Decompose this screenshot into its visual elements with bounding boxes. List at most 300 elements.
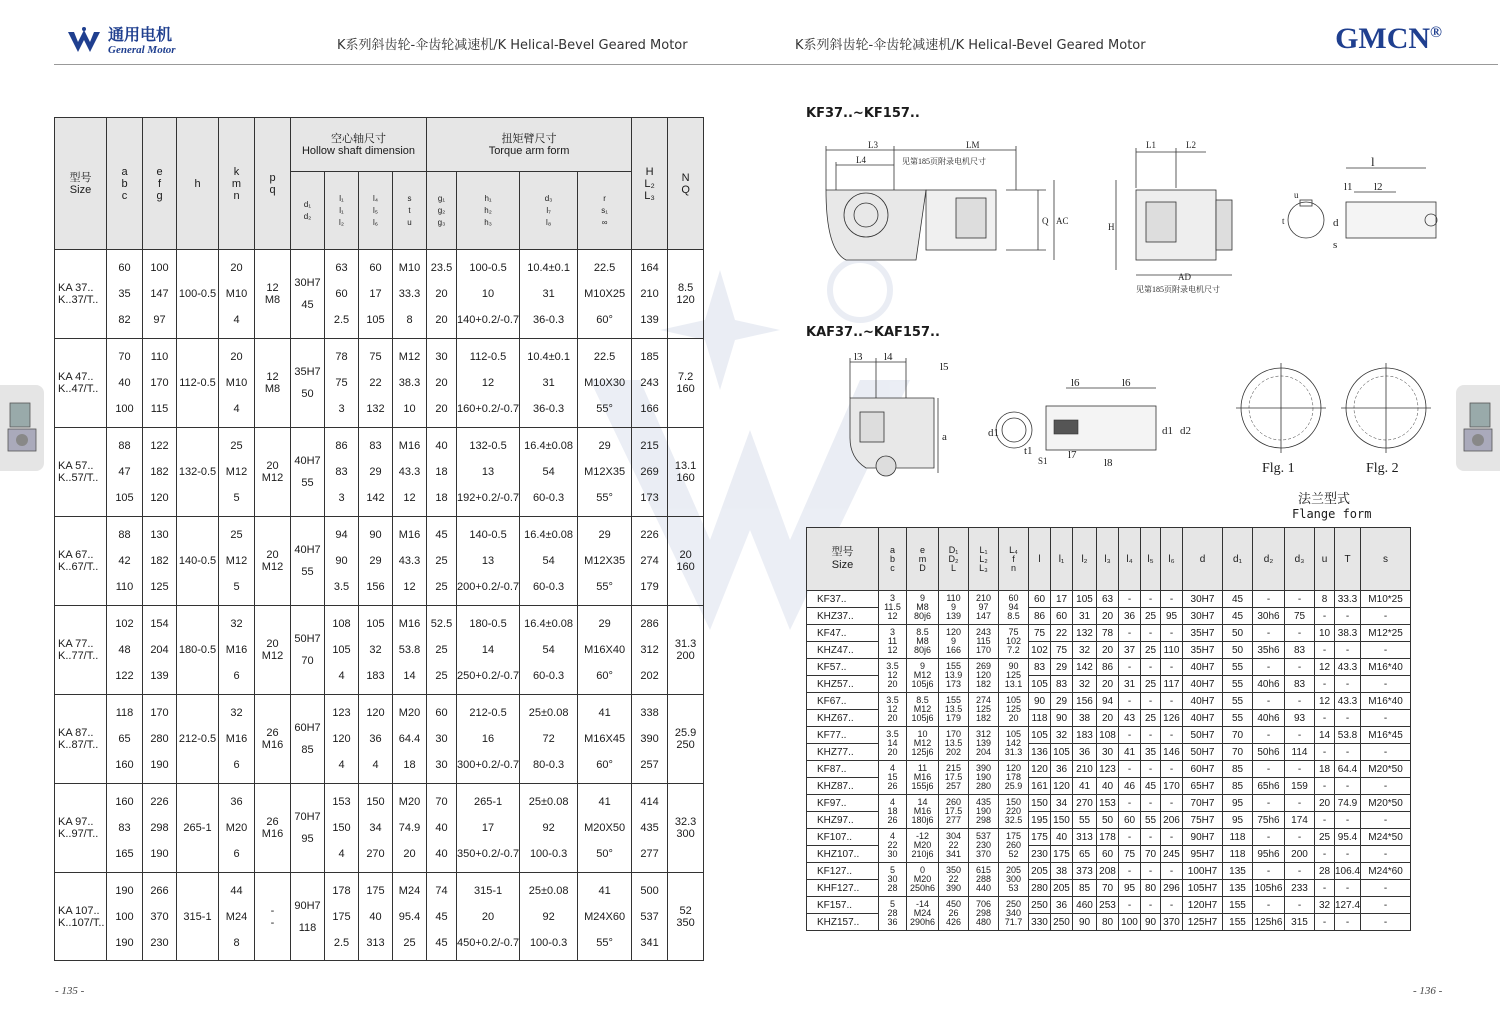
table-cell-r: 22.5 M10X30 55° [578, 339, 632, 428]
kf-cell: 32 [1315, 897, 1335, 914]
kf-cell: 75h6 [1253, 812, 1285, 829]
svg-text:s: s [1333, 239, 1338, 251]
kf-header-col: l₃ [1097, 528, 1119, 591]
kf-cell: - [1285, 625, 1315, 642]
header-torque-arm: 扭矩臂尺寸 Torque arm form [427, 118, 632, 172]
kf-cell: 40h6 [1253, 676, 1285, 693]
table-cell-size: KA 107.. K..107/T.. [55, 873, 107, 961]
table-cell-pq: 26 M16 [255, 784, 291, 873]
kf-cell: 118 [1029, 710, 1051, 727]
table-cell-pq: - - [255, 873, 291, 961]
kf-cell: M24*60 [1361, 863, 1411, 880]
kf-cell: - [1141, 693, 1161, 710]
kf-cell: 90 [1029, 693, 1051, 710]
svg-text:l3: l3 [854, 351, 863, 363]
table-cell-l: 63 60 2.5 [325, 250, 359, 339]
kf-cell: - [1141, 727, 1161, 744]
kf-cell: 55 [1141, 812, 1161, 829]
kf-cell: 20 [1097, 642, 1119, 659]
header-d: d₁ d₂ [291, 172, 325, 250]
kf-cell: 127.4 [1335, 897, 1361, 914]
table-row [807, 693, 1411, 710]
kf-cell-emd: 9 M12 105j6 [907, 659, 939, 693]
kf-cell-ll: 210 97 147 [969, 591, 999, 625]
kf-cell: 36 [1119, 608, 1141, 625]
kf-cell: 40H7 [1183, 676, 1223, 693]
kf-cell: 370 [1161, 914, 1183, 931]
header-r: r s₁ ∞ [578, 172, 632, 250]
kf-header-col: d₃ [1285, 528, 1315, 591]
kf-cell: 12 [1315, 659, 1335, 676]
table-cell-stu: M10 33.3 8 [393, 250, 427, 339]
kf-cell: 43.3 [1335, 693, 1361, 710]
kf-cell: 83 [1051, 676, 1073, 693]
kf-cell: 32 [1073, 676, 1097, 693]
kf-cell: 153 [1097, 795, 1119, 812]
kf-size-cell: KF37.. [807, 591, 879, 608]
header-hollow-shaft: 空心轴尺寸 Hollow shaft dimension [291, 118, 427, 172]
motor-note: 见第185页附录电机尺寸 [902, 157, 986, 166]
kf-header-col: l₁ [1051, 528, 1073, 591]
kf-cell: - [1335, 608, 1361, 625]
kf-cell: 132 [1073, 625, 1097, 642]
kf-cell: 95 [1223, 812, 1253, 829]
kf-cell: - [1315, 778, 1335, 795]
kf-cell: 29 [1051, 659, 1073, 676]
kf-cell: 155 [1223, 914, 1253, 931]
header-hh: h₁ h₂ h₃ [457, 172, 520, 250]
kf-cell: 32 [1051, 727, 1073, 744]
kf-cell-dd: 155 13.5 179 [939, 693, 969, 727]
kf-cell-emd: 0 M20 250h6 [907, 863, 939, 897]
table-row [55, 873, 704, 961]
table-cell-abc: 190 100 190 [107, 873, 143, 961]
table-cell-size: KA 97.. K..97/T.. [55, 784, 107, 873]
svg-text:d2: d2 [1180, 425, 1191, 437]
kf-cell: 102 [1029, 642, 1051, 659]
kf-cell-ll: 269 120 182 [969, 659, 999, 693]
table-cell-kmn: 32 M16 6 [219, 606, 255, 695]
table-cell-d: 40H7 55 [291, 517, 325, 606]
table-cell-size: KA 37.. K..37/T.. [55, 250, 107, 339]
table-cell-kmn: 32 M16 6 [219, 695, 255, 784]
table-cell-hh: 212-0.5 16 300+0.2/-0.7 [457, 695, 520, 784]
kf-cell-abc: 3.5 12 20 [879, 693, 907, 727]
kf-cell: 90 [1073, 914, 1097, 931]
kf-cell-ll: 435 190 298 [969, 795, 999, 829]
header-pq: p q [255, 118, 291, 250]
kf-cell: 135 [1223, 880, 1253, 897]
kf-cell: 36 [1051, 761, 1073, 778]
table-cell-kmn: 36 M20 6 [219, 784, 255, 873]
kf-header-col: T [1335, 528, 1361, 591]
kf-cell: 55 [1223, 676, 1253, 693]
logo-en: General Motor [108, 43, 176, 56]
kf-cell: - [1285, 591, 1315, 608]
kf-cell: 25 [1141, 710, 1161, 727]
table-cell-stu: M20 64.4 18 [393, 695, 427, 784]
table-cell-l4: 60 17 105 [359, 250, 393, 339]
table-cell-g: 45 25 25 [427, 517, 457, 606]
kf-cell: - [1361, 778, 1411, 795]
table-cell-l: 178 175 2.5 [325, 873, 359, 961]
header-abc: a b c [107, 118, 143, 250]
kf-cell: 75 [1029, 625, 1051, 642]
kf-cell-lfn: 105 142 31.3 [999, 727, 1029, 761]
table-cell-pq: 26 M16 [255, 695, 291, 784]
kf-cell: 142 [1073, 659, 1097, 676]
kf-cell-abc: 4 15 26 [879, 761, 907, 795]
kf-cell: - [1285, 761, 1315, 778]
kf-cell: 330 [1029, 914, 1051, 931]
kf-cell-dd: 304 22 341 [939, 829, 969, 863]
kf-cell-lfn: 205 300 53 [999, 863, 1029, 897]
kf-cell: 63 [1097, 591, 1119, 608]
kf-cell: M16*40 [1361, 659, 1411, 676]
kf-cell: 45 [1141, 778, 1161, 795]
svg-text:l1: l1 [1344, 181, 1353, 193]
kf-cell: - [1315, 642, 1335, 659]
kf-cell: - [1161, 829, 1183, 846]
kf-cell: - [1141, 863, 1161, 880]
table-cell-nq: 25.9 250 [668, 695, 704, 784]
kf-cell: - [1253, 829, 1285, 846]
kf-cell: - [1335, 880, 1361, 897]
kf-cell: 83 [1029, 659, 1051, 676]
kf-cell: 125H7 [1183, 914, 1223, 931]
kf-cell: 35H7 [1183, 625, 1223, 642]
kf-cell: 296 [1161, 880, 1183, 897]
table-cell-d3: 10.4±0.1 31 36-0.3 [520, 339, 578, 428]
table-cell-hl: 185 243 166 [632, 339, 668, 428]
kf-cell-lfn: 175 260 52 [999, 829, 1029, 863]
kf-cell: - [1285, 693, 1315, 710]
kf-cell: - [1361, 676, 1411, 693]
kf-cell: - [1253, 625, 1285, 642]
svg-text:l6: l6 [1071, 377, 1080, 389]
header-size: 型号 Size [55, 118, 107, 250]
table-cell-kmn: 20 M10 4 [219, 250, 255, 339]
header-g: g₁ g₂ g₃ [427, 172, 457, 250]
kf-cell: - [1161, 863, 1183, 880]
kf-cell: - [1119, 897, 1141, 914]
kf-cell: 20 [1097, 676, 1119, 693]
flange-form-cn: 法兰型式 [1298, 492, 1351, 507]
kf-cell-dd: 170 13.5 202 [939, 727, 969, 761]
kf-cell-emd: 8.5 M12 105j6 [907, 693, 939, 727]
kf-cell: 161 [1029, 778, 1051, 795]
kf-cell: - [1119, 795, 1141, 812]
kf-cell-abc: 5 30 28 [879, 863, 907, 897]
kf-cell: 36 [1051, 897, 1073, 914]
table-cell-stu: M24 95.4 25 [393, 873, 427, 961]
kf-header-col: d₁ [1223, 528, 1253, 591]
kf-cell: 28 [1315, 863, 1335, 880]
table-cell-abc: 118 65 160 [107, 695, 143, 784]
kf-cell: - [1119, 693, 1141, 710]
table-cell-d3: 16.4±0.08 54 60-0.3 [520, 428, 578, 517]
svg-text:t1: t1 [1024, 445, 1033, 457]
kf-cell: 136 [1029, 744, 1051, 761]
kf-cell: 35 [1141, 744, 1161, 761]
kf-cell: 36 [1073, 744, 1097, 761]
kf-cell: 45 [1223, 608, 1253, 625]
kf-cell: 125h6 [1253, 914, 1285, 931]
kf-cell-ll: 537 230 370 [969, 829, 999, 863]
kf-cell: - [1335, 676, 1361, 693]
kf-cell: 83 [1285, 642, 1315, 659]
kf-cell: 105 [1051, 744, 1073, 761]
kf-cell: 105H7 [1183, 880, 1223, 897]
kf-cell: - [1315, 710, 1335, 727]
svg-text:d1: d1 [988, 427, 999, 439]
table-cell-h: 112-0.5 [177, 339, 219, 428]
kf-cell: 50 [1223, 625, 1253, 642]
svg-text:l4: l4 [884, 351, 893, 363]
kf-header-col: l₂ [1073, 528, 1097, 591]
kf-cell: 60 [1029, 591, 1051, 608]
table-cell-nq: 8.5 120 [668, 250, 704, 339]
kf-cell: 95H7 [1183, 846, 1223, 863]
kf-cell: - [1361, 744, 1411, 761]
kf-cell: 313 [1073, 829, 1097, 846]
table-row [55, 784, 704, 873]
kf-cell: 120 [1051, 778, 1073, 795]
table-cell-kmn: 25 M12 5 [219, 517, 255, 606]
kf-cell: 155 [1223, 897, 1253, 914]
table-cell-hl: 338 390 257 [632, 695, 668, 784]
kf-cell: - [1335, 846, 1361, 863]
kf-cell: 105 [1029, 727, 1051, 744]
kf-cell: M10*25 [1361, 591, 1411, 608]
kf-cell-abc: 4 22 30 [879, 829, 907, 863]
table-row [55, 606, 704, 695]
kf-cell: 208 [1097, 863, 1119, 880]
table-cell-r: 41 M24X60 55° [578, 873, 632, 961]
table-cell-hl: 226 274 179 [632, 517, 668, 606]
kf-cell: - [1335, 812, 1361, 829]
kf-cell-ll: 706 298 480 [969, 897, 999, 931]
kf-cell: 74.9 [1335, 795, 1361, 812]
kf-cell: 14 [1315, 727, 1335, 744]
kf-cell-abc: 3.5 14 20 [879, 727, 907, 761]
kf-cell: 95 [1119, 880, 1141, 897]
table-cell-efg: 130 182 125 [143, 517, 177, 606]
header-l: l₁ l₁ l₂ [325, 172, 359, 250]
kf-cell: M16*45 [1361, 727, 1411, 744]
kf-cell: 105 [1029, 676, 1051, 693]
kf-cell: 117 [1161, 676, 1183, 693]
kf-cell: 108 [1097, 727, 1119, 744]
table-cell-g: 60 30 30 [427, 695, 457, 784]
table-cell-g: 30 20 20 [427, 339, 457, 428]
kf-cell: 105h6 [1253, 880, 1285, 897]
kf-cell: 75 [1051, 642, 1073, 659]
svg-text:L3: L3 [868, 140, 878, 150]
header-d3: d₃ l₇ l₈ [520, 172, 578, 250]
kf-cell: 253 [1097, 897, 1119, 914]
kf-cell: 65 [1073, 846, 1097, 863]
kf-cell: 100H7 [1183, 863, 1223, 880]
kf-cell: 38 [1051, 863, 1073, 880]
flange-form-en: Flange form [1292, 507, 1372, 521]
kaf-drawing [806, 348, 1446, 478]
kf-dimension-table [806, 527, 1411, 931]
table-row [807, 625, 1411, 642]
kf-cell: - [1161, 727, 1183, 744]
kf-cell: - [1361, 642, 1411, 659]
svg-text:L1: L1 [1146, 140, 1156, 150]
fig1-label: Flg. 1 [1262, 461, 1295, 476]
table-cell-d3: 10.4±0.1 31 36-0.3 [520, 250, 578, 339]
kf-cell: 31 [1119, 676, 1141, 693]
kf-cell-emd: 11 M16 155j6 [907, 761, 939, 795]
kf-cell: 270 [1073, 795, 1097, 812]
kf-cell: - [1253, 795, 1285, 812]
table-cell-kmn: 20 M10 4 [219, 339, 255, 428]
kf-cell: - [1285, 897, 1315, 914]
table-cell-r: 41 M20X50 50° [578, 784, 632, 873]
kf-cell-lfn: 150 220 32.5 [999, 795, 1029, 829]
kf-cell: - [1253, 693, 1285, 710]
kf-cell: - [1285, 727, 1315, 744]
kf-cell: 40 [1097, 778, 1119, 795]
table-cell-hl: 500 537 341 [632, 873, 668, 961]
table-cell-abc: 88 47 105 [107, 428, 143, 517]
kf-header-ll: L₁ L₂ L₃ [969, 528, 999, 591]
kf-cell: 159 [1285, 778, 1315, 795]
table-cell-stu: M16 43.3 12 [393, 428, 427, 517]
kf-cell: 10 [1315, 625, 1335, 642]
table-cell-l: 108 105 4 [325, 606, 359, 695]
kf-size-cell: KF107.. [807, 829, 879, 846]
kf-cell: 93 [1285, 710, 1315, 727]
kf-cell: 175 [1029, 829, 1051, 846]
table-cell-h: 132-0.5 [177, 428, 219, 517]
kf-cell: 100 [1119, 914, 1141, 931]
kf-cell: 230 [1029, 846, 1051, 863]
kf-cell: 70 [1223, 744, 1253, 761]
svg-text:l6: l6 [1122, 377, 1131, 389]
table-cell-h: 100-0.5 [177, 250, 219, 339]
kf-cell: - [1141, 795, 1161, 812]
kf-size-cell: KF67.. [807, 693, 879, 710]
kf-cell: - [1315, 880, 1335, 897]
kf-cell-lfn: 105 125 20 [999, 693, 1029, 727]
table-cell-l: 78 75 3 [325, 339, 359, 428]
kf-cell: 95h6 [1253, 846, 1285, 863]
kf-cell: 70 [1097, 880, 1119, 897]
kf-cell: - [1315, 608, 1335, 625]
table-cell-size: KA 47.. K..47/T.. [55, 339, 107, 428]
kf-cell: 60 [1119, 812, 1141, 829]
table-cell-hh: 112-0.5 12 160+0.2/-0.7 [457, 339, 520, 428]
kf-size-cell: KHZ37.. [807, 608, 879, 625]
svg-text:l2: l2 [1374, 181, 1383, 193]
kf-cell: 35H7 [1183, 642, 1223, 659]
table-cell-d: 60H7 85 [291, 695, 325, 784]
table-cell-nq: 13.1 160 [668, 428, 704, 517]
kf-cell: - [1161, 625, 1183, 642]
kf-cell: 20 [1315, 795, 1335, 812]
kf-cell: 95.4 [1335, 829, 1361, 846]
page-number-right: - 136 - [1413, 985, 1443, 997]
table-row [807, 727, 1411, 744]
kf-cell: 156 [1073, 693, 1097, 710]
kf-cell: - [1253, 591, 1285, 608]
kf-cell: 12 [1315, 693, 1335, 710]
table-cell-abc: 70 40 100 [107, 339, 143, 428]
kf-cell: 29 [1051, 693, 1073, 710]
kf-cell-lfn: 90 125 13.1 [999, 659, 1029, 693]
kf-size-cell: KHZ157.. [807, 914, 879, 931]
kf-cell: M20*50 [1361, 795, 1411, 812]
table-cell-hl: 414 435 277 [632, 784, 668, 873]
table-cell-hh: 315-1 20 450+0.2/-0.7 [457, 873, 520, 961]
table-cell-pq: 20 M12 [255, 428, 291, 517]
kf-cell: 50H7 [1183, 744, 1223, 761]
kf-cell-emd: 9 M8 80j6 [907, 591, 939, 625]
table-cell-hh: 132-0.5 13 192+0.2/-0.7 [457, 428, 520, 517]
svg-text:a: a [942, 431, 947, 443]
kf-cell: 43.3 [1335, 659, 1361, 676]
table-cell-d3: 25±0.08 92 100-0.3 [520, 873, 578, 961]
kf-cell: M24*50 [1361, 829, 1411, 846]
kaf-title: KAF37..~KAF157.. [806, 325, 940, 340]
table-cell-abc: 60 35 82 [107, 250, 143, 339]
kf-cell-emd: 8.5 M8 80j6 [907, 625, 939, 659]
kf-cell-ll: 615 288 440 [969, 863, 999, 897]
table-cell-nq: 32.3 300 [668, 784, 704, 873]
kf-header-col: d [1183, 528, 1223, 591]
kf-cell: - [1285, 863, 1315, 880]
kf-cell-ll: 274 125 182 [969, 693, 999, 727]
table-cell-stu: M16 43.3 12 [393, 517, 427, 606]
kf-cell: 183 [1073, 727, 1097, 744]
table-cell-r: 22.5 M10X25 60° [578, 250, 632, 339]
kf-header-col: d₂ [1253, 528, 1285, 591]
kf-cell: 20 [1097, 608, 1119, 625]
svg-text:Q: Q [1042, 216, 1049, 226]
header-title-left: K系列斜齿轮-伞齿轮减速机/K Helical-Bevel Geared Motor [337, 38, 688, 53]
kf-title: KF37..~KF157.. [806, 106, 920, 121]
kf-cell: 45 [1223, 591, 1253, 608]
kf-cell-dd: 155 13.9 173 [939, 659, 969, 693]
kf-cell: 30H7 [1183, 591, 1223, 608]
kf-cell: M20*50 [1361, 761, 1411, 778]
kf-cell: 205 [1029, 863, 1051, 880]
kf-cell-dd: 260 17.5 277 [939, 795, 969, 829]
table-cell-d: 50H7 70 [291, 606, 325, 695]
kf-cell: 30 [1097, 744, 1119, 761]
kf-cell: 75 [1285, 608, 1315, 625]
kf-cell: - [1315, 744, 1335, 761]
page-header [0, 0, 1500, 64]
kf-cell-abc: 3.5 12 20 [879, 659, 907, 693]
kf-header-col: s [1361, 528, 1411, 591]
svg-text:AC: AC [1056, 216, 1069, 226]
table-cell-d: 70H7 95 [291, 784, 325, 873]
table-cell-h: 315-1 [177, 873, 219, 961]
table-cell-l4: 75 22 132 [359, 339, 393, 428]
kf-drawing [806, 130, 1446, 300]
kf-cell: - [1315, 676, 1335, 693]
kf-cell: 75H7 [1183, 812, 1223, 829]
kf-size-cell: KF47.. [807, 625, 879, 642]
kf-cell: 250 [1029, 897, 1051, 914]
kf-cell: - [1361, 914, 1411, 931]
kf-cell: 70H7 [1183, 795, 1223, 812]
